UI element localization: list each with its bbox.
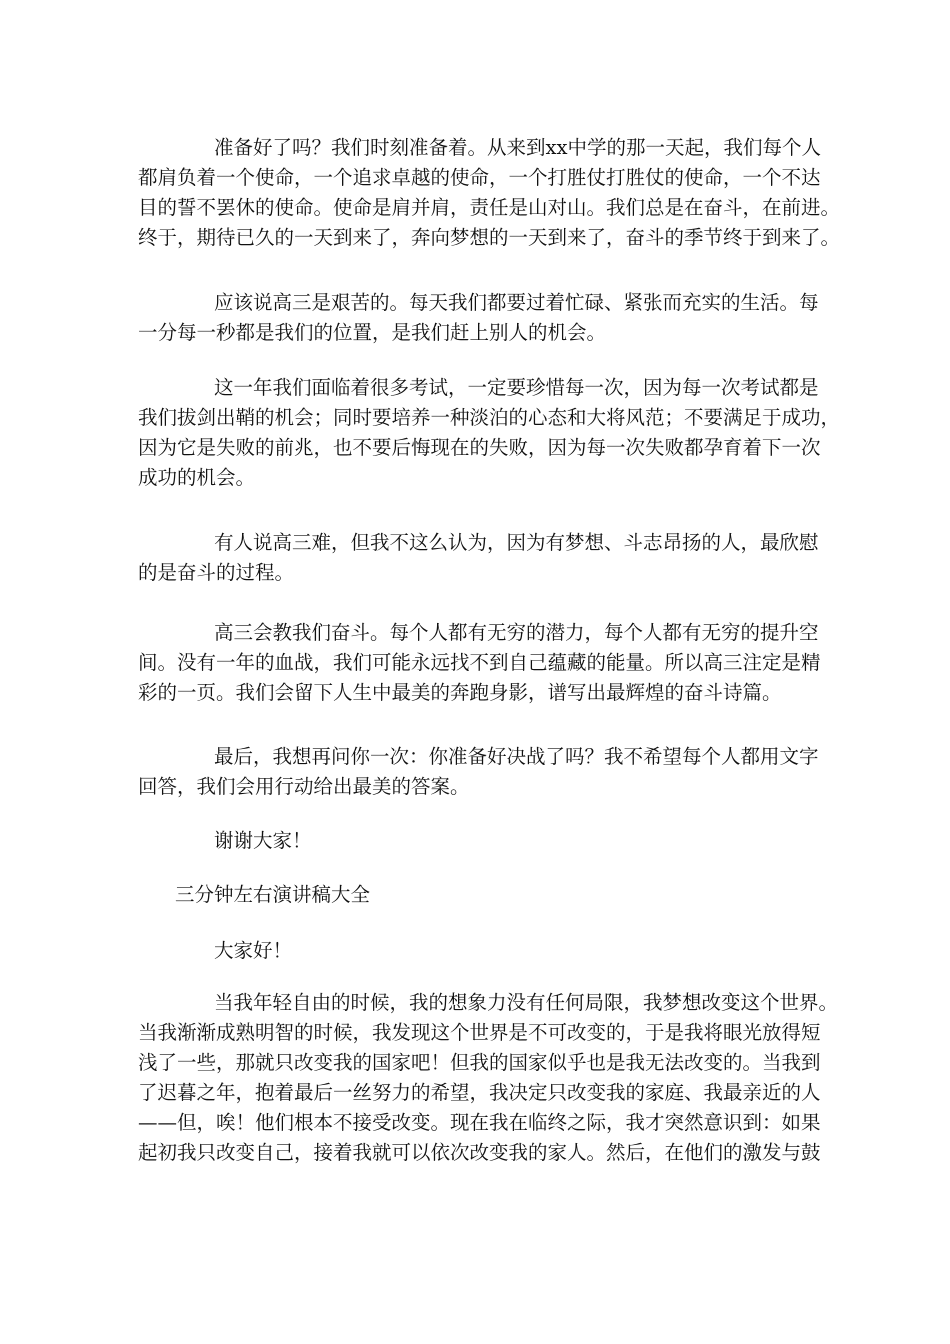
paragraph-thanks — [138, 826, 828, 856]
text-line: 当我渐渐成熟明智的时候，我发现这个世界是不可改变的，于是我将眼光放得短 — [138, 1021, 821, 1044]
text-line: 应该说高三是艰苦的。每天我们都要过着忙碌、紧张而充实的生活。每 — [214, 291, 819, 314]
text-line: 高三会教我们奋斗。每个人都有无穷的潜力，每个人都有无穷的提升空 — [214, 621, 819, 644]
text-line: 最后，我想再问你一次：你准备好决战了吗？我不希望每个人都用文字 — [214, 745, 819, 768]
text-line: 这一年我们面临着很多考试，一定要珍惜每一次，因为每一次考试都是 — [214, 376, 819, 399]
heading-text: 三分钟左右演讲稿大全 — [175, 883, 371, 906]
text-line: 浅了一些，那就只改变我的国家吧！但我的国家似乎也是我无法改变的。当我到 — [138, 1051, 821, 1074]
text-line: 有人说高三难，但我不这么认为，因为有梦想、斗志昂扬的人，最欣慰 — [214, 531, 819, 554]
text-line: ——但，唉！他们根本不接受改变。现在我在临终之际，我才突然意识到：如果 — [138, 1111, 821, 1134]
paragraph-senior-teaches — [138, 618, 828, 708]
text-line: 终于，期待已久的一天到来了，奔向梦想的一天到来了，奋斗的季节终于到来了。 — [138, 226, 841, 249]
paragraph-change-world — [138, 988, 839, 1168]
text-line: 的是奋斗的过程。 — [138, 561, 295, 584]
text-line: 彩的一页。我们会留下人生中最美的奔跑身影，谱写出最辉煌的奋斗诗篇。 — [138, 681, 782, 704]
paragraph-struggle-process — [138, 528, 828, 588]
text-line: 准备好了吗？我们时刻准备着。从来到xx中学的那一天起，我们每个人 — [214, 136, 821, 159]
text-line: 目的誓不罢休的使命。使命是肩并肩，责任是山对山。我们总是在奋斗，在前进。 — [138, 196, 841, 219]
text-line: 成功的机会。 — [138, 466, 256, 489]
text-line: 大家好！ — [214, 939, 293, 962]
text-line: 间。没有一年的血战，我们可能永远找不到自己蕴藏的能量。所以高三注定是精 — [138, 651, 821, 674]
text-line: 我们拔剑出鞘的机会；同时要培养一种淡泊的心态和大将风范；不要满足于成功， — [138, 406, 841, 429]
paragraph-readiness — [138, 133, 841, 253]
text-line: 都肩负着一个使命，一个追求卓越的使命，一个打胜仗打胜仗的使命，一个不达 — [138, 166, 821, 189]
text-line: 了迟暮之年，抱着最后一丝努力的希望，我决定只改变我的家庭、我最亲近的人 — [138, 1081, 821, 1104]
paragraph-senior-year-hardship — [138, 288, 828, 348]
paragraph-final-question — [138, 742, 828, 802]
paragraph-greeting — [138, 936, 828, 966]
text-line: 因为它是失败的前兆，也不要后悔现在的失败，因为每一次失败都孕育着下一次 — [138, 436, 821, 459]
text-line: 起初我只改变自己，接着我就可以依次改变我的家人。然后，在他们的激发与鼓 — [138, 1141, 821, 1164]
section-heading — [138, 880, 828, 910]
text-line: 回答，我们会用行动给出最美的答案。 — [138, 775, 470, 798]
paragraph-exams — [138, 373, 841, 493]
text-line: 谢谢大家！ — [214, 829, 312, 852]
text-line: 一分每一秒都是我们的位置，是我们赶上别人的机会。 — [138, 321, 607, 344]
text-line: 当我年轻自由的时候，我的想象力没有任何局限，我梦想改变这个世界。 — [214, 991, 839, 1014]
